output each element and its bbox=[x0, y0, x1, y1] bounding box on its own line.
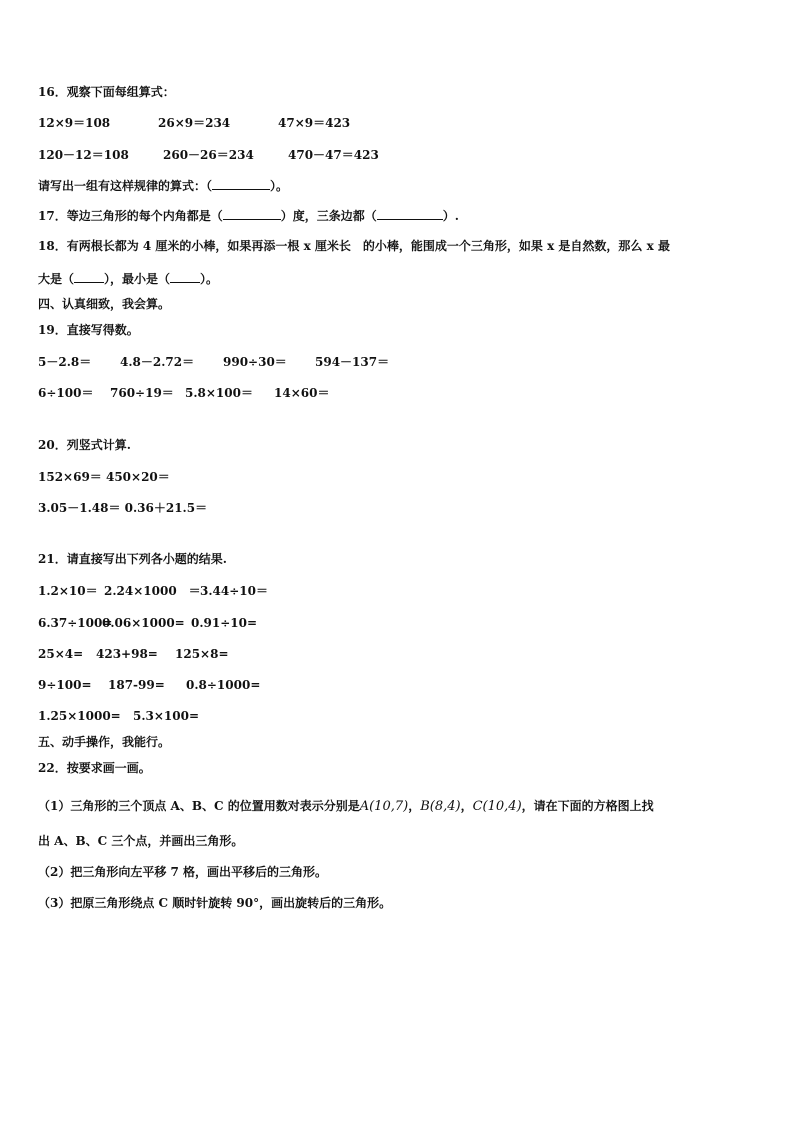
q21-item: 1.2×10＝ bbox=[38, 584, 98, 598]
q19-item-8: 14×60＝ bbox=[274, 386, 330, 400]
q16-row1 bbox=[38, 115, 758, 131]
q21-row5 bbox=[38, 708, 758, 724]
q21-item: 6.37÷100= bbox=[38, 616, 113, 630]
point-a: A(10,7) bbox=[359, 799, 409, 814]
point-b: B(8,4) bbox=[420, 799, 461, 814]
q21-item: 187-99= bbox=[108, 678, 165, 692]
q21-item: 3.44÷10＝ bbox=[200, 584, 268, 598]
q19-item-6: 760÷19＝ bbox=[110, 386, 174, 400]
q20-row1: 152×69＝ 450×20＝ bbox=[38, 470, 170, 484]
q18-text-c: ）。 bbox=[200, 272, 219, 286]
q17-text-3: ）. bbox=[442, 209, 459, 223]
q17 bbox=[38, 207, 459, 224]
point-c: C(10,4) bbox=[472, 799, 522, 814]
q21-item: 423+98= bbox=[96, 647, 158, 661]
q21-item: 1.25×1000= bbox=[38, 709, 121, 723]
q18-blank-max[interactable] bbox=[74, 270, 104, 283]
q16-prompt-text: 请写出一组有这样规律的算式：（ bbox=[38, 179, 213, 193]
q16-eq-2: 26×9＝234 bbox=[158, 116, 231, 130]
q16-answer-blank[interactable] bbox=[212, 177, 270, 190]
q21-row4 bbox=[38, 677, 758, 693]
q18-text-a: 大是（ bbox=[38, 272, 75, 286]
q16-eq-5: 260－26＝234 bbox=[163, 148, 254, 162]
q21-item: 9÷100= bbox=[38, 678, 92, 692]
q21-title: 21．请直接写出下列各小题的结果. bbox=[38, 552, 227, 566]
q19-title: 19．直接写得数。 bbox=[38, 323, 139, 337]
q17-blank-angle[interactable] bbox=[223, 207, 281, 220]
q21-item: 0.8÷1000= bbox=[186, 678, 261, 692]
q20-row2: 3.05－1.48＝ 0.36＋21.5＝ bbox=[38, 501, 208, 515]
q19-row2 bbox=[38, 385, 758, 401]
q16-eq-3: 47×9＝423 bbox=[278, 116, 351, 130]
q19-item-7: 5.8×100＝ bbox=[185, 386, 253, 400]
q16-prompt bbox=[38, 177, 288, 194]
q16-eq-4: 120－12＝108 bbox=[38, 148, 129, 162]
q22-title: 22．按要求画一画。 bbox=[38, 761, 151, 775]
q21-item: 0.06×1000= bbox=[102, 616, 185, 630]
q21-row1 bbox=[38, 583, 758, 599]
q19-item-3: 990÷30＝ bbox=[223, 355, 287, 369]
q22-part3: （3）把原三角形绕点 C 顺时针旋转 90°，画出旋转后的三角形。 bbox=[38, 896, 392, 910]
q19-item-4: 594－137＝ bbox=[315, 355, 390, 369]
q21-item: 0.91÷10= bbox=[191, 616, 258, 630]
q16-row2 bbox=[38, 147, 758, 163]
q21-item: 2.24×1000 ＝ bbox=[104, 584, 201, 598]
q18-text-b: ），最小是（ bbox=[104, 272, 171, 286]
q16-prompt-end: ）。 bbox=[270, 179, 289, 193]
q19-row1 bbox=[38, 354, 758, 370]
q16-eq-6: 470－47＝423 bbox=[288, 148, 379, 162]
q22-part1-text-end: ，请在下面的方格图上找 bbox=[521, 799, 654, 813]
q22-part2: （2）把三角形向左平移 7 格，画出平移后的三角形。 bbox=[38, 865, 328, 879]
q18-blank-min[interactable] bbox=[170, 270, 200, 283]
q21-item: 125×8= bbox=[175, 647, 229, 661]
q18-line2 bbox=[38, 270, 218, 287]
q21-row2 bbox=[38, 615, 758, 631]
q18-line1: 18．有两根长都为 4 厘米的小棒，如果再添一根 x 厘米长 的小棒，能围成一个三角形，如果 x 是自然数，那么 x 最 bbox=[38, 239, 670, 253]
q22-part1-line2: 出 A、B、C 三个点，并画出三角形。 bbox=[38, 834, 244, 848]
q21-item: 25×4= bbox=[38, 647, 84, 661]
q17-text-2: ）度，三条边都（ bbox=[280, 209, 377, 223]
section-5-heading: 五、动手操作，我能行。 bbox=[38, 735, 171, 749]
q22-part1-line1: （1）三角形的三个顶点 A、B、C 的位置用数对表示分别是A(10,7)，B(8,4)，C(10,4)，请在下面的方格图上找 bbox=[38, 799, 654, 814]
q21-item: 5.3×100= bbox=[133, 709, 200, 723]
q20-title: 20．列竖式计算. bbox=[38, 438, 131, 452]
q19-item-2: 4.8－2.72＝ bbox=[120, 355, 195, 369]
section-4-heading: 四、认真细致，我会算。 bbox=[38, 297, 171, 311]
q16-eq-1: 12×9＝108 bbox=[38, 116, 111, 130]
q16-title: 16．观察下面每组算式： bbox=[38, 85, 175, 99]
q19-item-5: 6÷100＝ bbox=[38, 386, 94, 400]
q22-part1-text: （1）三角形的三个顶点 A、B、C 的位置用数对表示分别是 bbox=[38, 799, 360, 813]
q17-blank-sides[interactable] bbox=[377, 207, 443, 220]
q19-item-1: 5－2.8＝ bbox=[38, 355, 92, 369]
q21-row3 bbox=[38, 646, 758, 662]
q17-text-1: 17．等边三角形的每个内角都是（ bbox=[38, 209, 223, 223]
